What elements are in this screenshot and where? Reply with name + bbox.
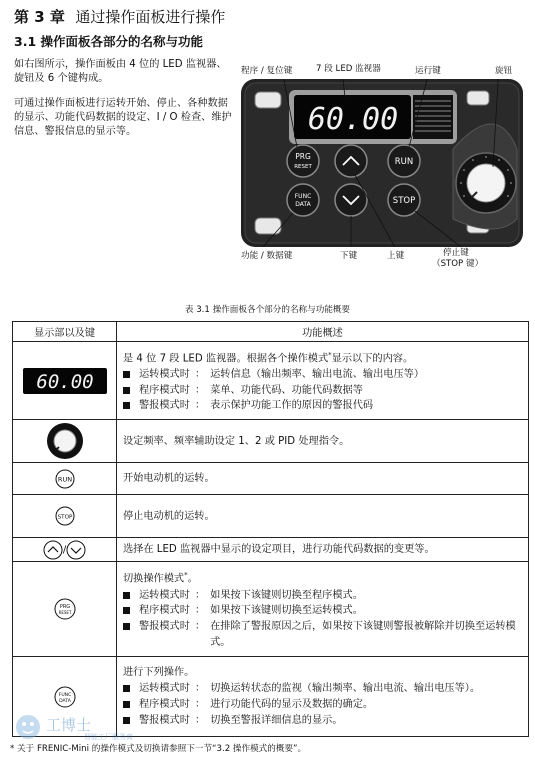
table-row bbox=[13, 420, 529, 463]
table-header-row bbox=[13, 322, 529, 342]
mode-text: 在排除了警报原因之后，如果按下该键则警报被解除并切换至运转模式。 bbox=[210, 621, 516, 648]
footnote: * 关于 FRENIC-Mini 的操作模式及切换请参照下一节“3.2 操作模式的概要”。 bbox=[10, 744, 307, 754]
mode-label: 程序模式时 bbox=[139, 699, 190, 710]
row-intro: 进行下列操作。 bbox=[123, 667, 195, 679]
mode-text: 运转信息（输出频率、输出电流、输出电压等） bbox=[210, 368, 425, 380]
svg-text:FUNC: FUNC bbox=[58, 692, 71, 698]
list-item: 运转模式时 ： 运转信息（输出频率、输出电流、输出电压等） bbox=[123, 367, 522, 383]
row-intro: 是 4 位 7 段 LED 监视器。根据各个操作模式 bbox=[123, 353, 329, 365]
stop-description: 停止电动机的运转。 bbox=[117, 495, 529, 538]
table-row bbox=[13, 463, 529, 495]
table-row bbox=[13, 538, 529, 562]
chapter-number: 第 3 章 bbox=[14, 8, 65, 26]
table-caption: 表 3.1 操作面板各个部分的名称与功能概要 bbox=[184, 305, 351, 315]
list-item: 运转模式时 ： 切换运转状态的监视（输出频率、输出电流、输出电压等）。 bbox=[123, 681, 522, 697]
knob-description: 设定频率、频率辅助设定 1、2 或 PID 处理指令。 bbox=[117, 420, 529, 463]
up-button bbox=[335, 145, 367, 177]
mode-label: 运转模式时 bbox=[139, 589, 190, 601]
updown-description: 选择在 LED 监视器中显示的设定项目，进行功能代码数据的变更等。 bbox=[117, 538, 529, 562]
asterisk-mark: * bbox=[184, 571, 188, 580]
knob-icon bbox=[46, 422, 84, 460]
mode-text: 如果按下该键则切换至程序模式。 bbox=[210, 589, 363, 601]
header-col-keys: 显示部以及键 bbox=[13, 322, 117, 342]
stop-key-cell bbox=[13, 495, 117, 538]
mode-text: 表示保护功能工作的原因的警报代码 bbox=[210, 400, 374, 412]
stop-key-icon bbox=[55, 506, 75, 526]
mode-text: 切换运转状态的监视（输出频率、输出电流、输出电压等）。 bbox=[210, 683, 481, 695]
list-item: 程序模式时 ： 进行功能代码的显示及数据的确定。 bbox=[123, 697, 522, 713]
list-item: 警报模式时 ： 表示保护功能工作的原因的警报代码 bbox=[123, 398, 522, 414]
chapter-title bbox=[14, 6, 225, 27]
svg-text:DATA: DATA bbox=[58, 698, 71, 704]
list-item: 警报模式时 ： 在排除了警报原因之后，如果按下该键则警报被解除并切换至运转模式。 bbox=[123, 619, 522, 651]
mode-label: 运转模式时 bbox=[139, 683, 190, 695]
row-intro-tail: 显示以下的内容。 bbox=[331, 353, 414, 365]
mode-text: 进行功能代码的显示及数据的确定。 bbox=[210, 699, 374, 710]
table-row bbox=[13, 562, 529, 657]
func-description bbox=[117, 657, 529, 737]
list-item: 程序模式时 ： 菜单、功能代码、功能代码数据等 bbox=[123, 383, 522, 399]
asterisk-mark: * bbox=[328, 350, 332, 359]
updown-key-cell bbox=[13, 538, 117, 562]
prg-key-cell bbox=[13, 562, 117, 657]
prg-description bbox=[117, 562, 529, 657]
up-key-icon bbox=[43, 540, 63, 560]
svg-text:STOP: STOP bbox=[392, 196, 416, 206]
list-item: 运转模式时 ： 如果按下该键则切换至程序模式。 bbox=[123, 588, 522, 604]
table-row bbox=[13, 495, 529, 538]
prg-reset-button bbox=[287, 145, 319, 177]
run-key-cell bbox=[13, 463, 117, 495]
mode-label: 程序模式时 bbox=[139, 605, 190, 617]
svg-text:RUN: RUN bbox=[57, 475, 72, 483]
watermark-logo bbox=[14, 712, 164, 746]
led-description bbox=[117, 342, 529, 420]
mode-text: 切换至警报详细信息的显示。 bbox=[210, 714, 343, 726]
chapter-title-text: 通过操作面板进行操作 bbox=[75, 8, 226, 26]
down-key-icon bbox=[66, 540, 86, 560]
svg-text:RUN: RUN bbox=[394, 157, 414, 167]
svg-text:工博士: 工博士 bbox=[46, 716, 92, 734]
svg-text:DATA: DATA bbox=[295, 201, 311, 208]
svg-text:PRG: PRG bbox=[59, 604, 70, 610]
callout-run-key: 运行键 bbox=[415, 66, 441, 76]
mode-label: 运转模式时 bbox=[139, 368, 190, 380]
led-display-text: 60.00 bbox=[307, 102, 399, 137]
svg-text:FUNC: FUNC bbox=[294, 193, 312, 200]
mode-text: 如果按下该键则切换至运转模式。 bbox=[210, 605, 363, 617]
callout-prg-reset: 程序 / 复位键 bbox=[241, 66, 293, 76]
run-key-icon bbox=[55, 469, 75, 489]
func-data-key-icon bbox=[54, 686, 76, 708]
callout-func-data: 功能 / 数据键 bbox=[241, 251, 293, 261]
row-intro: 切换操作模式 bbox=[123, 573, 185, 585]
led-display-icon bbox=[23, 368, 107, 394]
slash-separator: / bbox=[62, 544, 67, 555]
prg-reset-key-icon bbox=[54, 598, 76, 620]
svg-text:智能工厂服务商: 智能工厂服务商 bbox=[84, 733, 133, 741]
led-key-cell bbox=[13, 342, 117, 420]
mode-label: 警报模式时 bbox=[139, 400, 190, 412]
callout-up-key: 上键 bbox=[387, 251, 405, 261]
mode-label: 警报模式时 bbox=[139, 621, 190, 633]
callout-knob: 旋钮 bbox=[495, 66, 513, 76]
svg-text:STOP: STOP bbox=[57, 514, 72, 521]
knob-key-cell bbox=[13, 420, 117, 463]
list-item: 程序模式时 ： 如果按下该键则切换至运转模式。 bbox=[123, 603, 522, 619]
run-description: 开始电动机的运转。 bbox=[117, 463, 529, 495]
mode-label: 程序模式时 bbox=[139, 384, 190, 396]
svg-text:60.00: 60.00 bbox=[35, 370, 94, 393]
run-button bbox=[388, 145, 420, 177]
callout-stop-key: 停止键 bbox=[443, 248, 469, 258]
list-item: 警报模式时 ： 切换至警报详细信息的显示。 bbox=[123, 713, 522, 729]
row-intro-tail: 。 bbox=[187, 573, 198, 585]
intro-paragraph-1: 如右图所示，操作面板由 4 位的 LED 监视器、旋钮及 6 个键构成。 bbox=[14, 59, 227, 84]
section-title: 3.1 操作面板各部分的名称与功能 bbox=[14, 34, 203, 49]
callout-led-monitor: 7 段 LED 监视器 bbox=[316, 64, 381, 74]
header-col-function: 功能概述 bbox=[117, 322, 529, 342]
mode-label: 警报模式时 bbox=[139, 714, 190, 726]
callout-stop-key-en: （STOP 键） bbox=[432, 259, 484, 269]
function-table bbox=[12, 321, 529, 737]
operation-panel-illustration bbox=[241, 79, 531, 247]
func-data-button bbox=[287, 184, 319, 216]
svg-text:RESET: RESET bbox=[58, 610, 71, 615]
table-row bbox=[13, 342, 529, 420]
callout-down-key: 下键 bbox=[340, 251, 358, 261]
mode-text: 菜单、功能代码、功能代码数据等 bbox=[210, 384, 363, 396]
intro-paragraph-2: 可通过操作面板进行运转开始、停止、各种数据的显示、功能代码数据的设定、I / O 检查、维护信息、警报信息的显示等。 bbox=[14, 98, 232, 137]
svg-text:RESET: RESET bbox=[294, 164, 312, 170]
svg-text:PRG: PRG bbox=[295, 152, 311, 161]
